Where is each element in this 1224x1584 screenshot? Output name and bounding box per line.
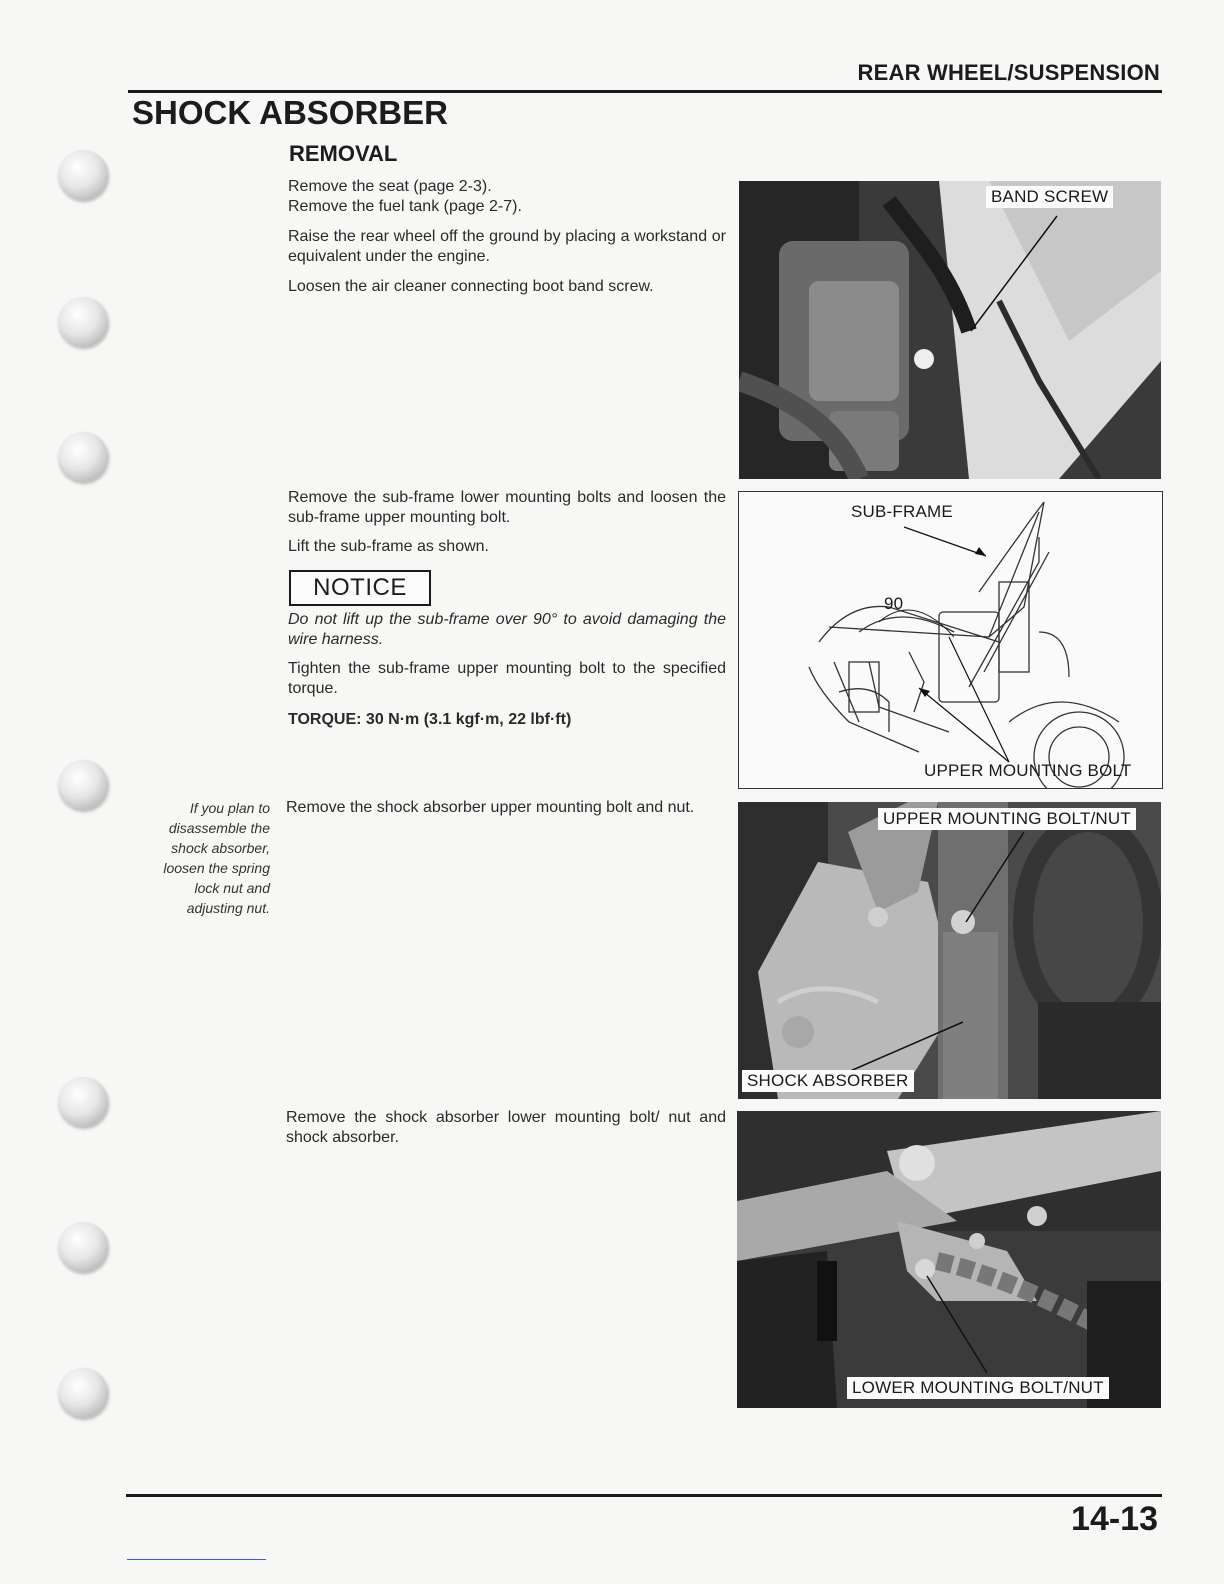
shock-absorber-callout: SHOCK ABSORBER	[742, 1070, 914, 1092]
lower-mounting-bolt-nut-callout: LOWER MOUNTING BOLT/NUT	[847, 1377, 1109, 1399]
binder-hole	[58, 297, 108, 347]
band-screw-callout: BAND SCREW	[986, 186, 1113, 208]
subframe-callout: SUB-FRAME	[851, 502, 953, 521]
step-tighten: Tighten the sub-frame upper mounting bolt to the specified torque.	[288, 660, 726, 697]
upper-mounting-bolt-callout: UPPER MOUNTING BOLT	[924, 761, 1132, 780]
page-subtitle: REMOVAL	[289, 141, 398, 166]
step-lift-subframe: Lift the sub-frame as shown.	[288, 538, 489, 555]
footer-link-line	[127, 1559, 266, 1560]
notice-label: NOTICE	[289, 570, 431, 606]
shock-upper-photo	[738, 802, 1161, 1099]
binder-hole	[58, 1368, 108, 1418]
section-header: REAR WHEEL/SUSPENSION	[857, 60, 1160, 85]
step-loosen-boot: Loosen the air cleaner connecting boot band screw.	[288, 278, 654, 295]
step-raise: Raise the rear wheel off the ground by placing a workstand or equivalent under the engine.	[288, 228, 726, 265]
step-lower-bolt: Remove the shock absorber lower mounting bolt/ nut and shock absorber.	[286, 1109, 726, 1146]
shock-upper-photo-art	[738, 802, 1161, 1099]
step-fuel-tank: Remove the fuel tank (page 2-7).	[288, 198, 522, 215]
notice-text: Do not lift up the sub-frame over 90° to avoid damaging the wire harness.	[288, 611, 726, 648]
step-upper-bolt: Remove the shock absorber upper mounting bolt and nut.	[286, 799, 695, 816]
angle-label: 90	[884, 594, 904, 613]
subframe-diagram-art	[739, 492, 1162, 788]
torque-spec: TORQUE: 30 N·m (3.1 kgf·m, 22 lbf·ft)	[288, 711, 572, 728]
binder-hole	[58, 760, 108, 810]
page-title: SHOCK ABSORBER	[132, 94, 448, 131]
side-note: If you plan to disassemble the shock absorber, loosen the spring lock nut and adjusting nut.	[163, 800, 270, 916]
binder-hole	[58, 432, 108, 482]
subframe-diagram	[738, 491, 1163, 789]
header-rule	[128, 90, 1162, 93]
binder-hole	[58, 1077, 108, 1127]
binder-hole	[58, 150, 108, 200]
step-subframe-bolts: Remove the sub-frame lower mounting bolts and loosen the sub-frame upper mounting bolt.	[288, 489, 726, 526]
upper-mounting-bolt-nut-callout: UPPER MOUNTING BOLT/NUT	[878, 808, 1136, 830]
binder-hole	[58, 1222, 108, 1272]
shock-lower-photo	[737, 1111, 1161, 1408]
shock-lower-photo-art	[737, 1111, 1161, 1408]
carburetor-photo-art	[739, 181, 1161, 479]
page-number: 14-13	[1071, 1500, 1158, 1538]
step-seat: Remove the seat (page 2-3).	[288, 178, 492, 195]
carburetor-photo	[739, 181, 1161, 479]
footer-rule	[126, 1494, 1162, 1497]
